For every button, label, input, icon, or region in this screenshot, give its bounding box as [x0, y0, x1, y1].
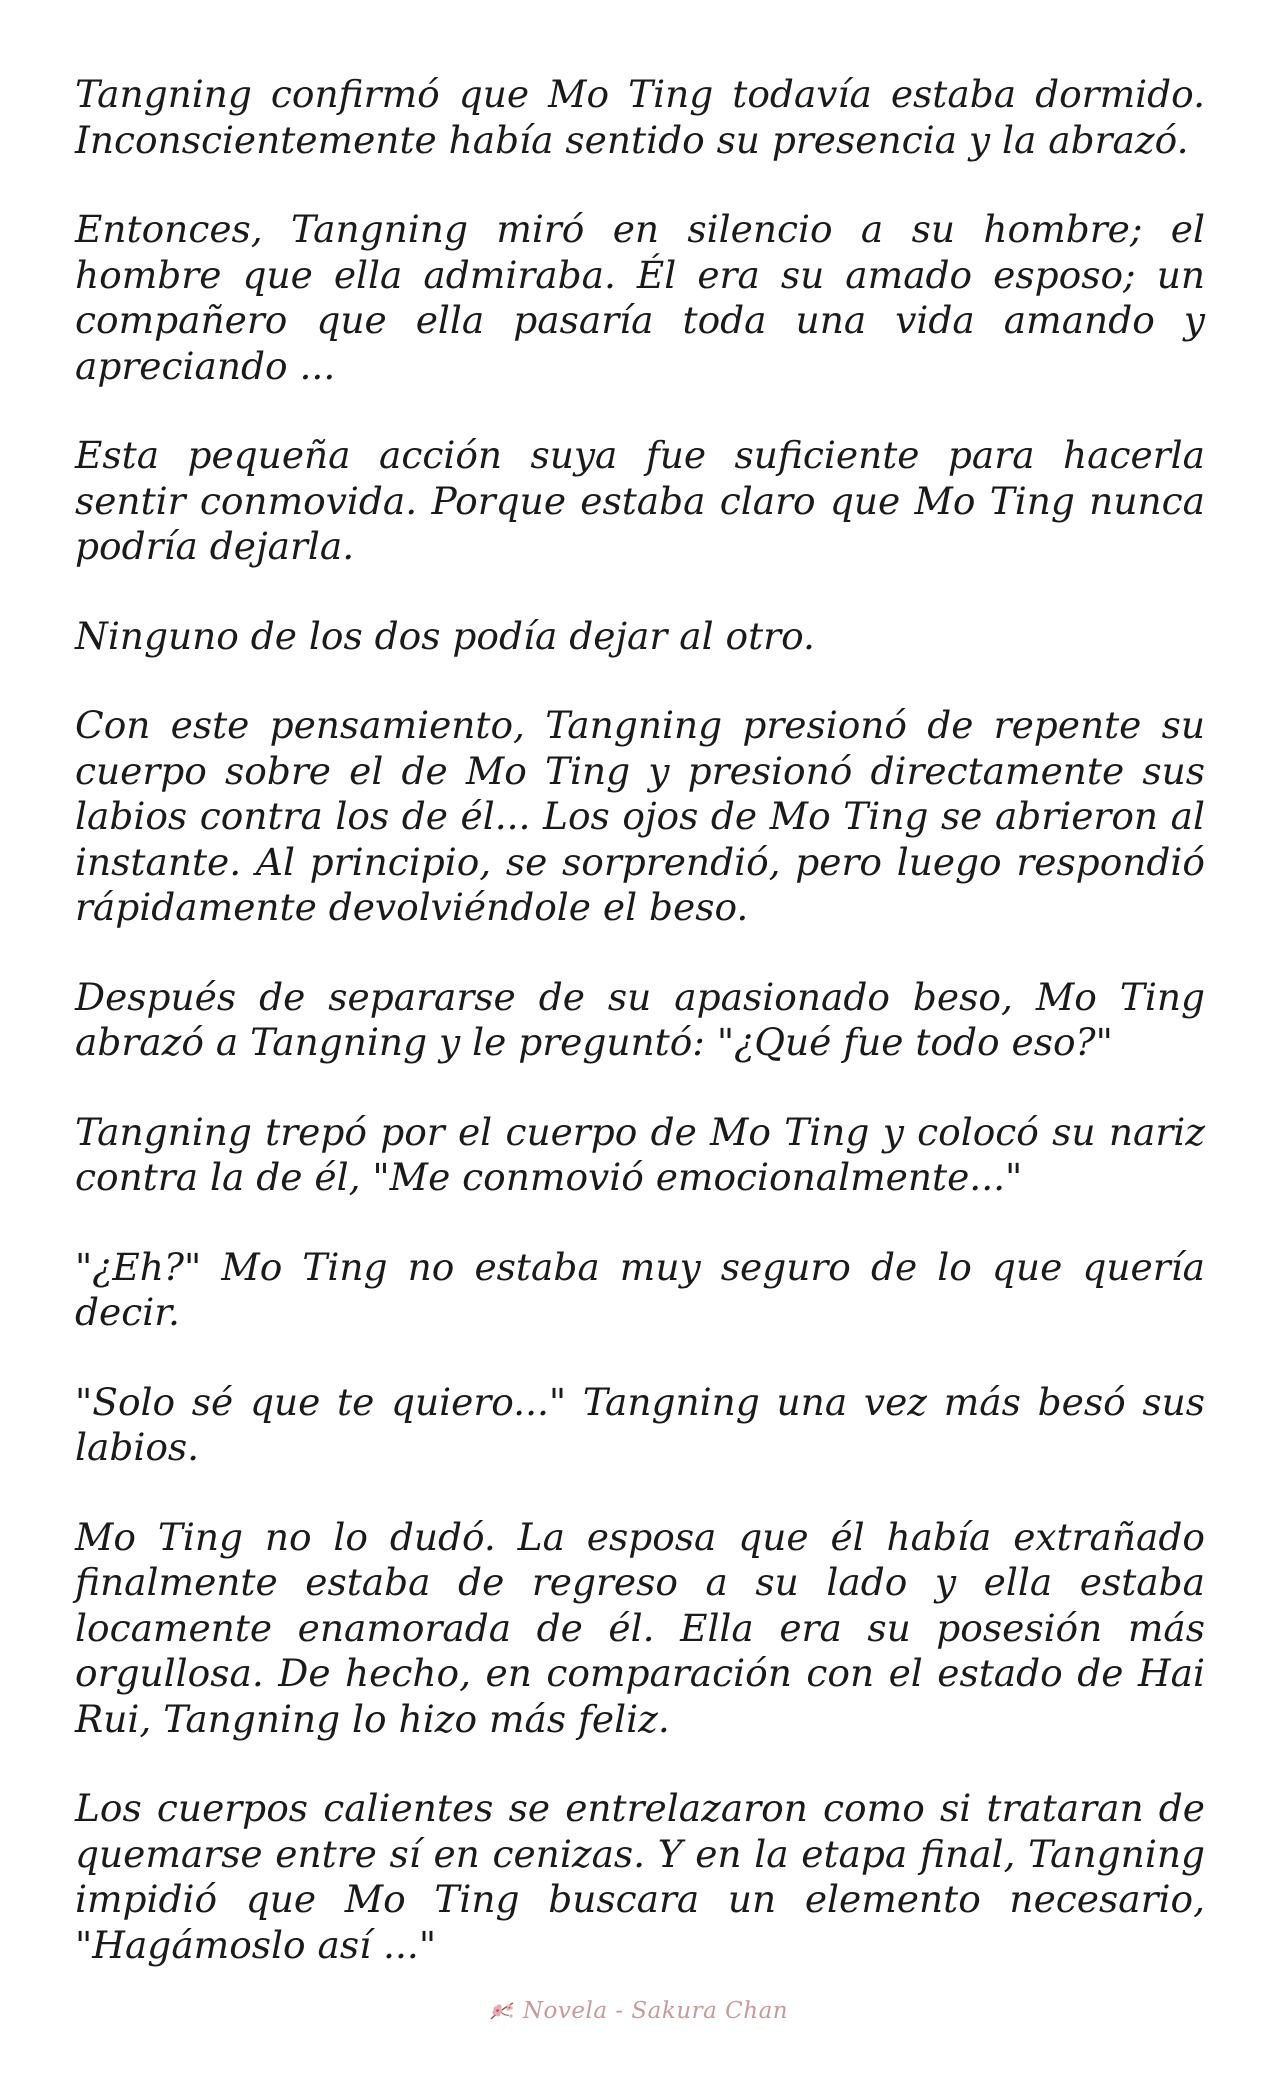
paragraph: Tangning trepó por el cuerpo de Mo Ting y colocó su nariz contra la de él, "Me conmovió emocionalmente..." — [75, 1109, 1205, 1199]
paragraph: Con este pensamiento, Tangning presionó de repente su cuerpo sobre el de Mo Ting y presionó directamente sus labios contra los de él... Los ojos de Mo Ting se abrieron al instante. Al principio, se sorprendió, pero luego respondió rápidamente devolviéndole el beso. — [75, 703, 1205, 929]
watermark — [0, 1997, 1275, 2025]
paragraph: Mo Ting no lo dudó. La esposa que él había extrañado finalmente estaba de regreso a su lado y ella estaba locamente enamorada de él. Ella era su posesión más orgullosa. De hecho, en comparación con el estado de Hai Rui, Tangning lo hizo más feliz. — [75, 1514, 1205, 1741]
paragraph: Después de separarse de su apasionado beso, Mo Ting abrazó a Tangning y le preguntó: "¿Qué fue todo eso?" — [75, 974, 1205, 1064]
paragraph: Los cuerpos calientes se entrelazaron como si trataran de quemarse entre sí en cenizas. Y en la etapa final, Tangning impidió que Mo Ting buscara un elemento necesario, "Hagámoslo así ..." — [75, 1786, 1205, 1967]
paragraph: Esta pequeña acción suya fue suficiente para hacerla sentir conmovida. Porque estaba claro que Mo Ting nunca podría dejarla. — [75, 433, 1205, 568]
paragraph: "Solo sé que te quiero..." Tangning una vez más besó sus labios. — [75, 1379, 1205, 1469]
watermark-text: Novela - Sakura Chan — [522, 1998, 789, 2024]
paragraph: Tangning confirmó que Mo Ting todavía estaba dormido. Inconscientemente había sentido su presencia y la abrazó. — [75, 72, 1205, 162]
chapter-text — [75, 72, 1205, 1968]
paragraph: "¿Eh?" Mo Ting no estaba muy seguro de lo que quería decir. — [75, 1244, 1205, 1334]
paragraph: Ninguno de los dos podía dejar al otro. — [75, 613, 815, 658]
cherry-blossom-icon — [487, 1997, 517, 2025]
paragraph: Entonces, Tangning miró en silencio a su hombre; el hombre que ella admiraba. Él era su amado esposo; un compañero que ella pasaría toda una vida amando y apreciando ... — [75, 207, 1205, 388]
